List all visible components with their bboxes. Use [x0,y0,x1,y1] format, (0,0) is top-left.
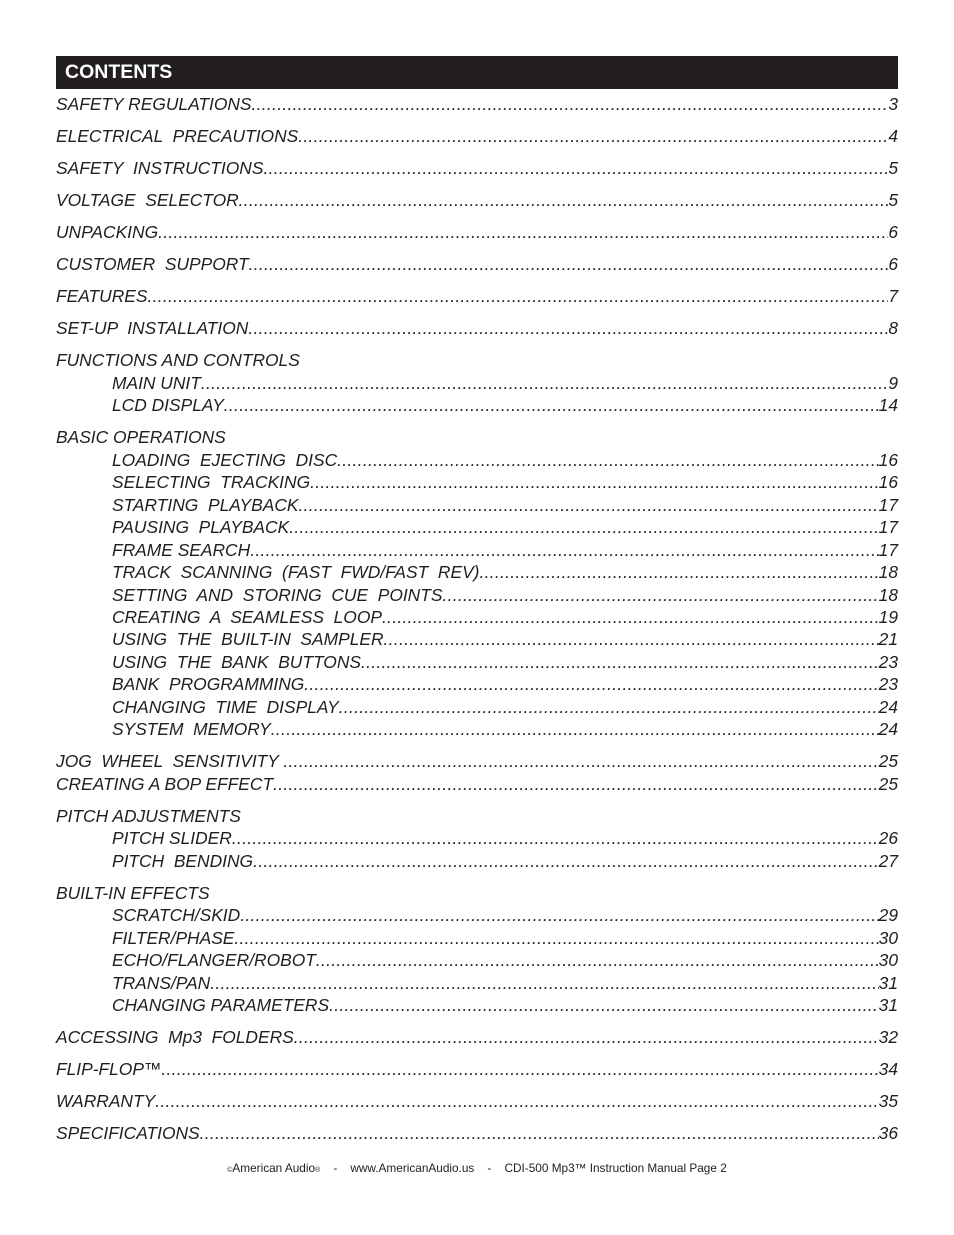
toc-page-number: 3 [888,94,898,114]
dot-leader [283,750,878,772]
footer-manual-page: CDI-500 Mp3™ Instruction Manual Page 2 [504,1161,727,1175]
toc-page-number: 8 [888,318,898,339]
toc-entry-title: UNPACKING [56,222,159,243]
dot-leader [339,696,879,718]
toc-page-number: 6 [888,254,898,275]
footer-brand: American Audio [232,1161,316,1175]
toc-page-number: 23 [878,674,898,695]
toc-page-number: 16 [878,449,898,470]
toc-entry-title: PITCH BENDING [112,850,254,871]
toc-entry [56,285,898,307]
toc-page-number: 31 [878,995,898,1015]
dot-leader [316,949,879,971]
toc-entry-title: CHANGING TIME DISPLAY [112,696,339,717]
toc-entry [112,927,898,949]
footer-separator: - [333,1161,338,1175]
toc-entry [56,317,898,339]
toc-entry [56,1026,898,1048]
toc-entry [112,827,898,849]
toc-page-number: 21 [878,629,898,650]
toc-page-number: 4 [888,126,898,146]
page-footer [0,1161,954,1175]
dot-leader [201,372,888,394]
toc-entry [112,696,898,718]
toc-entry [112,471,898,493]
toc-page-number: 24 [878,719,898,740]
toc-entry-title: PITCH ADJUSTMENTS [56,805,241,826]
footer-website: www.AmericanAudio.us [350,1161,475,1175]
dot-leader [271,718,879,740]
toc-page-number: 17 [878,517,898,538]
toc-entry-title: SETTING AND STORING CUE POINTS [112,584,443,605]
toc-entry-title: CREATING A BOP EFFECT [56,773,274,794]
toc-page-number: 26 [878,828,898,849]
toc-page-number: 16 [878,472,898,493]
toc-entry [56,1090,898,1112]
dot-leader [337,449,879,471]
dot-leader [304,673,878,695]
toc-page-number: 23 [878,651,898,672]
dot-leader [250,539,878,561]
dot-leader [253,850,879,872]
dot-leader [252,93,889,115]
dot-leader [234,927,878,949]
toc-entry-title: SCRATCH/SKID [112,905,241,926]
toc-entry-title: JOG WHEEL SENSITIVITY [56,751,284,772]
toc-entry [56,189,898,211]
toc-page-number: 31 [878,972,898,993]
toc-page-number: 18 [878,562,898,582]
toc-page-number: 14 [878,395,898,416]
toc-entry-title: ECHO/FLANGER/ROBOT [112,950,316,971]
toc-entry-title: SET-UP INSTALLATION [56,318,249,339]
toc-page-number: 5 [888,158,898,179]
toc-entry-title: ELECTRICAL PRECAUTIONS [56,126,299,146]
dot-leader [273,773,879,795]
toc-entry [56,253,898,275]
toc-entry [112,584,898,606]
toc-entry [112,628,898,650]
toc-entry-title: SELECTING TRACKING [112,472,311,493]
toc-entry-title: WARRANTY [56,1091,156,1112]
toc-entry [112,850,898,872]
dot-leader [384,628,879,650]
toc-page-number: 30 [878,950,898,971]
toc-entry-title: FILTER/PHASE [112,927,235,948]
dot-leader [210,972,878,994]
toc-entry [56,125,898,147]
toc-entry [56,750,898,772]
toc-entry-title: BANK PROGRAMMING [112,674,305,695]
copyright-symbol: © [227,1167,233,1174]
toc-entry-title: VOLTAGE SELECTOR [56,190,239,211]
dot-leader [239,189,889,211]
toc-section-heading [56,805,898,827]
toc-entry [56,157,898,179]
toc-section-heading [56,882,898,904]
dot-leader [232,827,879,849]
dot-leader [298,125,888,147]
dot-leader [249,253,889,275]
toc-entry-title: BASIC OPERATIONS [56,427,226,448]
toc-entry [56,1122,898,1144]
toc-page-number: 7 [888,286,898,307]
toc-entry [112,718,898,740]
toc-entry [112,673,898,695]
toc-entry-title: FLIP-FLOP™ [56,1059,162,1080]
toc-entry [112,972,898,994]
toc-entry-title: FUNCTIONS AND CONTROLS [56,350,300,371]
dot-leader [479,561,878,583]
toc-entry-title: SAFETY REGULATIONS [56,94,252,114]
toc-entry-title: USING THE BUILT-IN SAMPLER [112,629,384,650]
toc-entry-title: LOADING EJECTING DISC [112,449,338,470]
toc-entry [112,994,898,1016]
toc-entry-title: CREATING A SEAMLESS LOOP [112,606,382,627]
toc-entry-title: USING THE BANK BUTTONS [112,651,361,672]
dot-leader [248,317,888,339]
footer-separator: - [487,1161,492,1175]
toc-entry [112,516,898,538]
dot-leader [158,221,888,243]
toc-entry-title: BUILT-IN EFFECTS [56,882,210,903]
toc-page-number: 24 [878,696,898,717]
toc-entry-title: SAFETY INSTRUCTIONS [56,158,264,179]
dot-leader [263,157,888,179]
toc-page-number: 25 [878,751,898,772]
toc-page-number: 36 [878,1123,898,1144]
toc-entry-title: FRAME SEARCH [112,539,251,560]
toc-page-number: 25 [878,773,898,794]
toc-entry-title: MAIN UNIT [112,372,201,393]
toc-entry-title: LCD DISPLAY [112,395,224,416]
dot-leader [361,651,879,673]
dot-leader [155,1090,878,1112]
toc-page-number: 27 [878,850,898,871]
toc-page-number: 6 [888,222,898,243]
toc-entry [112,394,898,416]
toc-entry-title: TRACK SCANNING (FAST FWD/FAST REV) [112,562,480,582]
toc-page-number: 30 [878,927,898,948]
dot-leader [310,471,879,493]
toc-page-number: 18 [878,584,898,605]
toc-entry [112,904,898,926]
toc-entry [56,93,898,115]
dot-leader [329,994,879,1016]
toc-page-number: 19 [878,606,898,627]
toc-entry [112,494,898,516]
toc-entry-title: ACCESSING Mp3 FOLDERS [56,1027,294,1047]
toc-entry-title: SPECIFICATIONS [56,1123,200,1144]
toc-page-number: 32 [878,1027,898,1047]
toc-entry [112,539,898,561]
toc-page-number: 17 [878,539,898,560]
toc-entry [112,606,898,628]
dot-leader [240,904,878,926]
dot-leader [442,584,878,606]
toc-entry [112,949,898,971]
dot-leader [147,285,888,307]
toc-entry-title: FEATURES [56,286,148,307]
toc-entry-title: STARTING PLAYBACK [112,494,299,515]
toc-section-heading [56,426,898,448]
toc-page-number: 5 [888,190,898,211]
toc-section-heading [56,349,898,371]
toc-entry [112,561,898,583]
registered-symbol: ® [315,1167,321,1174]
dot-leader [200,1122,879,1144]
toc-page-number: 17 [878,494,898,515]
toc-entry [56,221,898,243]
dot-leader [294,1026,879,1048]
toc-entry [112,372,898,394]
toc-entry-title: CHANGING PARAMETERS [112,995,330,1015]
toc-page-number: 29 [878,905,898,926]
toc-entry [56,1058,898,1080]
dot-leader [224,394,879,416]
toc-entry [112,651,898,673]
toc-entry-title: CUSTOMER SUPPORT [56,254,249,275]
toc-entry [112,449,898,471]
toc-entry-title: PITCH SLIDER [112,828,232,849]
dot-leader [161,1058,878,1080]
toc-page-number: 35 [878,1091,898,1112]
contents-heading: CONTENTS [56,56,898,89]
toc-entry-title: PAUSING PLAYBACK [112,517,290,538]
toc-entry-title: TRANS/PAN [112,972,211,993]
toc-page-number: 34 [878,1059,898,1080]
dot-leader [289,516,878,538]
dot-leader [382,606,879,628]
toc-page-number: 9 [888,372,898,393]
dot-leader [299,494,879,516]
toc-entry [56,773,898,795]
toc-entry-title: SYSTEM MEMORY [112,719,271,740]
